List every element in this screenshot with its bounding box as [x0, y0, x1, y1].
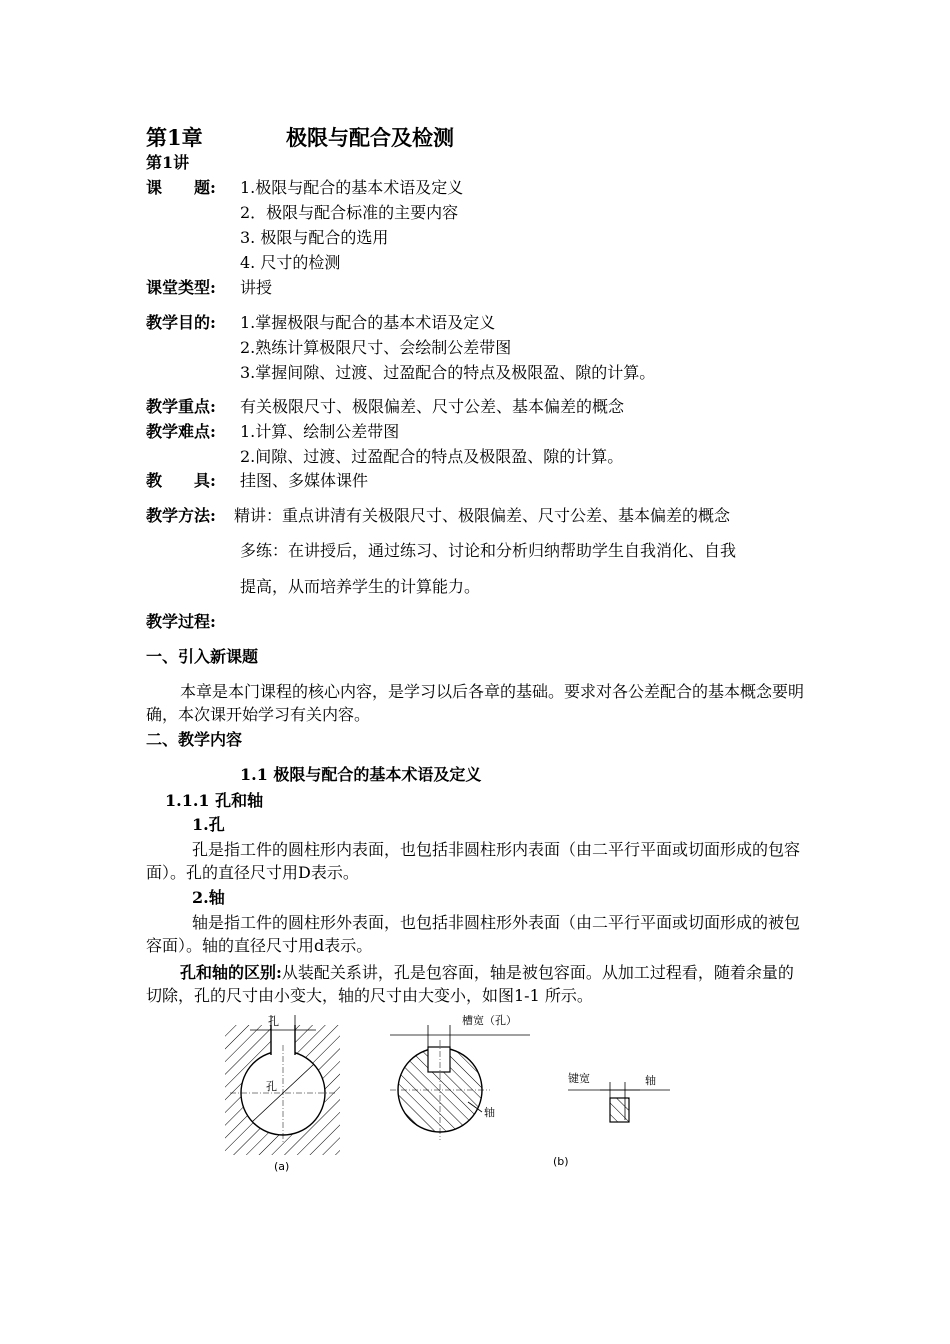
chapter-number: 第1章 [146, 125, 203, 150]
figure-b-key [553, 1071, 670, 1168]
topic-label: 课 题: [146, 178, 216, 197]
difference-label: 孔和轴的区别: [180, 963, 282, 982]
caption-b: (b) [553, 1155, 569, 1168]
difference-paragraph [146, 961, 808, 1007]
label-hole-center: 孔 [266, 1080, 277, 1093]
figure-a [225, 1014, 340, 1173]
objective-item: 3.掌握间隙、过渡、过盈配合的特点及极限盈、隙的计算。 [240, 363, 656, 382]
section-paragraph: 本章是本门课程的核心内容，是学习以后各章的基础。要求对各公差配合的基本概念要明确，本次课开始学习有关内容。 [146, 682, 805, 724]
section-heading: 二、教学内容 [146, 730, 243, 749]
difficulty-item: 1.计算、绘制公差带图 [240, 422, 400, 441]
objective-item: 2.熟练计算极限尺寸、会绘制公差带图 [240, 338, 512, 357]
key-points-value: 有关极限尺寸、极限偏差、尺寸公差、基本偏差的概念 [240, 397, 625, 416]
chapter-title: 极限与配合及检测 [286, 125, 454, 150]
topic-item: 4. 尺寸的检测 [240, 253, 341, 272]
tools-label: 教 具: [146, 471, 216, 490]
figure-b-shaft [390, 1013, 530, 1140]
class-type-label: 课堂类型: [146, 278, 216, 297]
key-points-label: 教学重点: [146, 397, 216, 416]
lecture-label: 第1讲 [146, 153, 190, 172]
methods-line: 提高，从而培养学生的计算能力。 [240, 577, 481, 596]
label-shaft: 轴 [484, 1106, 495, 1119]
label-shaft-b: 轴 [645, 1074, 656, 1087]
shaft-slot [428, 1047, 450, 1072]
section-heading: 一、引入新课题 [146, 647, 259, 666]
difficulty-item: 2.间隙、过渡、过盈配合的特点及极限盈、隙的计算。 [240, 447, 624, 466]
figure-hole-shaft [200, 1010, 720, 1180]
hole-heading: 1.孔 [192, 815, 225, 834]
difficulties-label: 教学难点: [146, 422, 216, 441]
subsection-heading: 1.1.1 孔和轴 [165, 791, 264, 810]
class-type-value: 讲授 [240, 278, 273, 297]
methods-line: 多练：在讲授后，通过练习、讨论和分析归纳帮助学生自我消化、自我 [240, 541, 737, 560]
label-slot: 槽宽（孔） [462, 1014, 517, 1027]
topic-item: 2．极限与配合标准的主要内容 [240, 203, 459, 222]
caption-a: (a) [274, 1160, 290, 1173]
methods-label: 教学方法: [146, 506, 216, 525]
process-label: 教学过程: [146, 612, 216, 631]
methods-line: 精讲：重点讲清有关极限尺寸、极限偏差、尺寸公差、基本偏差的概念 [234, 506, 731, 525]
shaft-heading: 2.轴 [192, 888, 225, 907]
difference-text: 从装配关系讲，孔是包容面，轴是被包容面。从加工过程看，随着余量的切除，孔的尺寸由小变大，轴的尺寸由大变小，如图1-1 所示。 [146, 963, 794, 1005]
tools-value: 挂图、多媒体课件 [240, 471, 369, 490]
key-block [610, 1098, 629, 1122]
topic-item: 1.极限与配合的基本术语及定义 [240, 178, 464, 197]
hole-paragraph: 孔是指工件的圆柱形内表面，也包括非圆柱形内表面（由二平行平面或切面形成的包容面）。孔的直径尺寸用D表示。 [146, 840, 801, 882]
label-key: 键宽 [568, 1072, 590, 1085]
label-hole-top: 孔 [268, 1015, 279, 1028]
topic-item: 3. 极限与配合的选用 [240, 228, 389, 247]
shaft-paragraph: 轴是指工件的圆柱形外表面，也包括非圆柱形外表面（由二平行平面或切面形成的被包容面）。轴的直径尺寸用d表示。 [146, 913, 801, 955]
subsection-heading: 1.1 极限与配合的基本术语及定义 [240, 765, 482, 784]
objectives-label: 教学目的: [146, 313, 216, 332]
objective-item: 1.掌握极限与配合的基本术语及定义 [240, 313, 496, 332]
